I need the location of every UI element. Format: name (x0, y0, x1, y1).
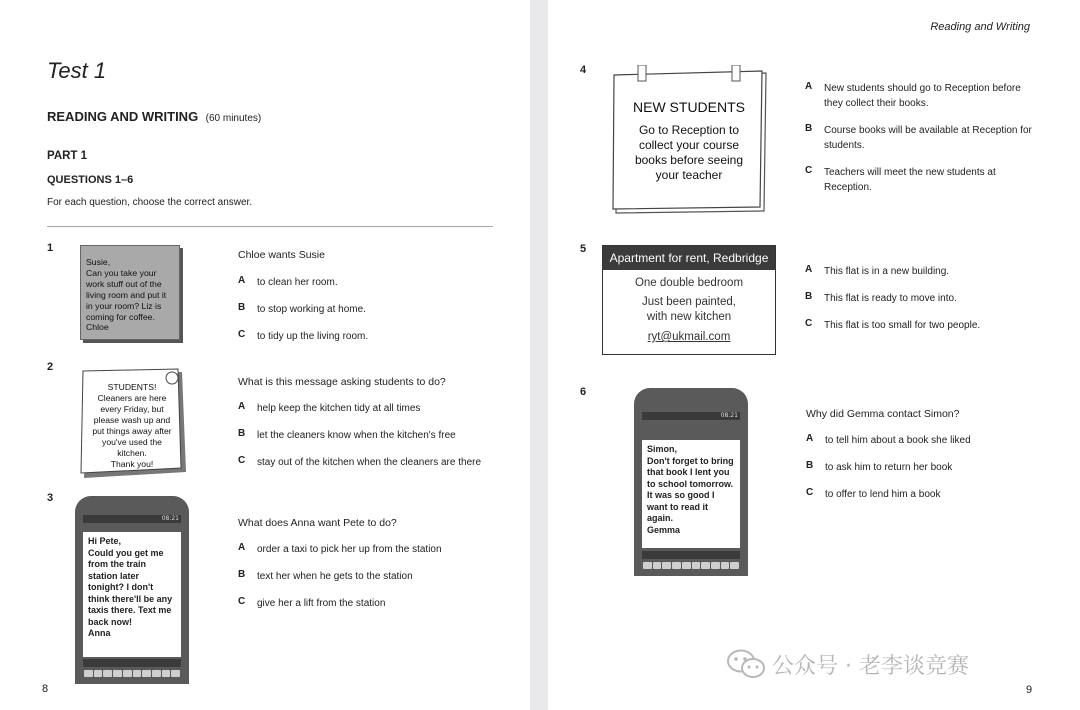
phone-input-bar (83, 659, 181, 667)
question-number: 5 (580, 243, 587, 255)
options-list (805, 81, 1035, 207)
phone-status-bar: 08:21 (83, 515, 181, 523)
notice-board (612, 65, 770, 215)
question-number: 1 (47, 242, 54, 254)
phone-status-bar: 08:21 (642, 412, 740, 420)
question-number: 3 (47, 492, 54, 504)
option-c[interactable]: C stay out of the kitchen when the cleaners are there (238, 455, 482, 468)
ad-line-kitchen: Just been painted, with new kitchen (642, 296, 736, 323)
option-a[interactable]: A to tell him about a book she liked (806, 433, 971, 446)
option-b[interactable]: B Course books will be available at Reception for students. (805, 123, 1032, 151)
question-stem: What is this message asking students to do? (238, 376, 446, 388)
phone-mockup (634, 388, 748, 576)
questions-label: QUESTIONS 1–6 (47, 174, 134, 186)
option-a[interactable]: A help keep the kitchen tidy at all times (238, 401, 421, 414)
page-number: 9 (1026, 684, 1033, 696)
notice-title: NEW STUDENTS (633, 99, 745, 115)
phone-message: Simon, Don't forget to bring that book I lent you to school tomorrow. It was so good I want to read it again. Gemma (642, 440, 740, 548)
option-a[interactable]: A order a taxi to pick her up from the station (238, 542, 442, 555)
left-page (0, 0, 530, 710)
section-title: READING AND WRITING (47, 109, 199, 124)
option-b[interactable]: B to ask him to return her book (806, 460, 953, 473)
question-stem: Why did Gemma contact Simon? (806, 408, 960, 420)
phone-mockup (75, 496, 189, 684)
option-c[interactable]: C to tidy up the living room. (238, 329, 369, 342)
question-stem: Chloe wants Susie (238, 249, 325, 261)
options-list (238, 401, 508, 482)
running-header: Reading and Writing (930, 21, 1030, 33)
divider (47, 226, 493, 227)
options-list (806, 433, 1036, 514)
option-c[interactable]: C Teachers will meet the new students at Reception. (805, 165, 996, 193)
page-number: 8 (42, 683, 49, 695)
question-number: 6 (580, 386, 587, 398)
right-page (548, 0, 1080, 710)
sticky-note (80, 245, 183, 343)
phone-message: Hi Pete, Could you get me from the train station later tonight? I don't think there'll be any taxis there. Text me back now! Anna (83, 532, 181, 657)
ad-header: Apartment for rent, Redbridge (603, 246, 775, 270)
ad-line-bedroom: One double bedroom (634, 277, 744, 289)
note-text: Susie, Can you take your work stuff out of the living room and put it in your room? Liz is coming for coffee. Chloe (80, 245, 180, 340)
option-c[interactable]: C This flat is too small for two people. (805, 318, 981, 331)
instruction: For each question, choose the correct answer. (47, 197, 253, 208)
phone-input-bar (642, 551, 740, 559)
options-list (238, 275, 498, 356)
notice-paper (80, 368, 190, 483)
duration: (60 minutes) (205, 113, 262, 124)
option-c[interactable]: C to offer to lend him a book (806, 487, 941, 500)
question-number: 2 (47, 361, 54, 373)
option-b[interactable]: B This flat is ready to move into. (805, 291, 957, 304)
option-b[interactable]: B let the cleaners know when the kitchen's free (238, 428, 456, 441)
option-a[interactable]: A to clean her room. (238, 275, 338, 288)
option-b[interactable]: B text her when he gets to the station (238, 569, 413, 582)
option-c[interactable]: C give her a lift from the station (238, 596, 386, 609)
phone-keyboard (643, 562, 739, 569)
wechat-icon (726, 648, 766, 680)
watermark (726, 648, 969, 680)
section-heading (47, 108, 261, 126)
phone-keyboard (84, 670, 180, 677)
options-list (238, 542, 508, 623)
question-stem: What does Anna want Pete to do? (238, 517, 397, 529)
option-b[interactable]: B to stop working at home. (238, 302, 366, 315)
question-number: 4 (580, 64, 587, 76)
ad-email[interactable]: ryt@ukmail.com (647, 331, 731, 343)
option-a[interactable]: A This flat is in a new building. (805, 264, 950, 277)
option-a[interactable]: A New students should go to Reception before they collect their books. (805, 81, 1021, 109)
notice-body: Go to Reception to collect your course books before seeing your teacher (634, 123, 744, 182)
test-title: Test 1 (47, 58, 107, 83)
rental-ad (602, 245, 776, 355)
watermark-text: 公众号 · 老李谈竞赛 (772, 653, 969, 679)
options-list (805, 264, 1035, 345)
notice-text: STUDENTS! Cleaners are here every Friday, but please wash up and put things away after you've used the kitchen. Thank you! (92, 382, 172, 469)
part-label: PART 1 (47, 150, 88, 162)
